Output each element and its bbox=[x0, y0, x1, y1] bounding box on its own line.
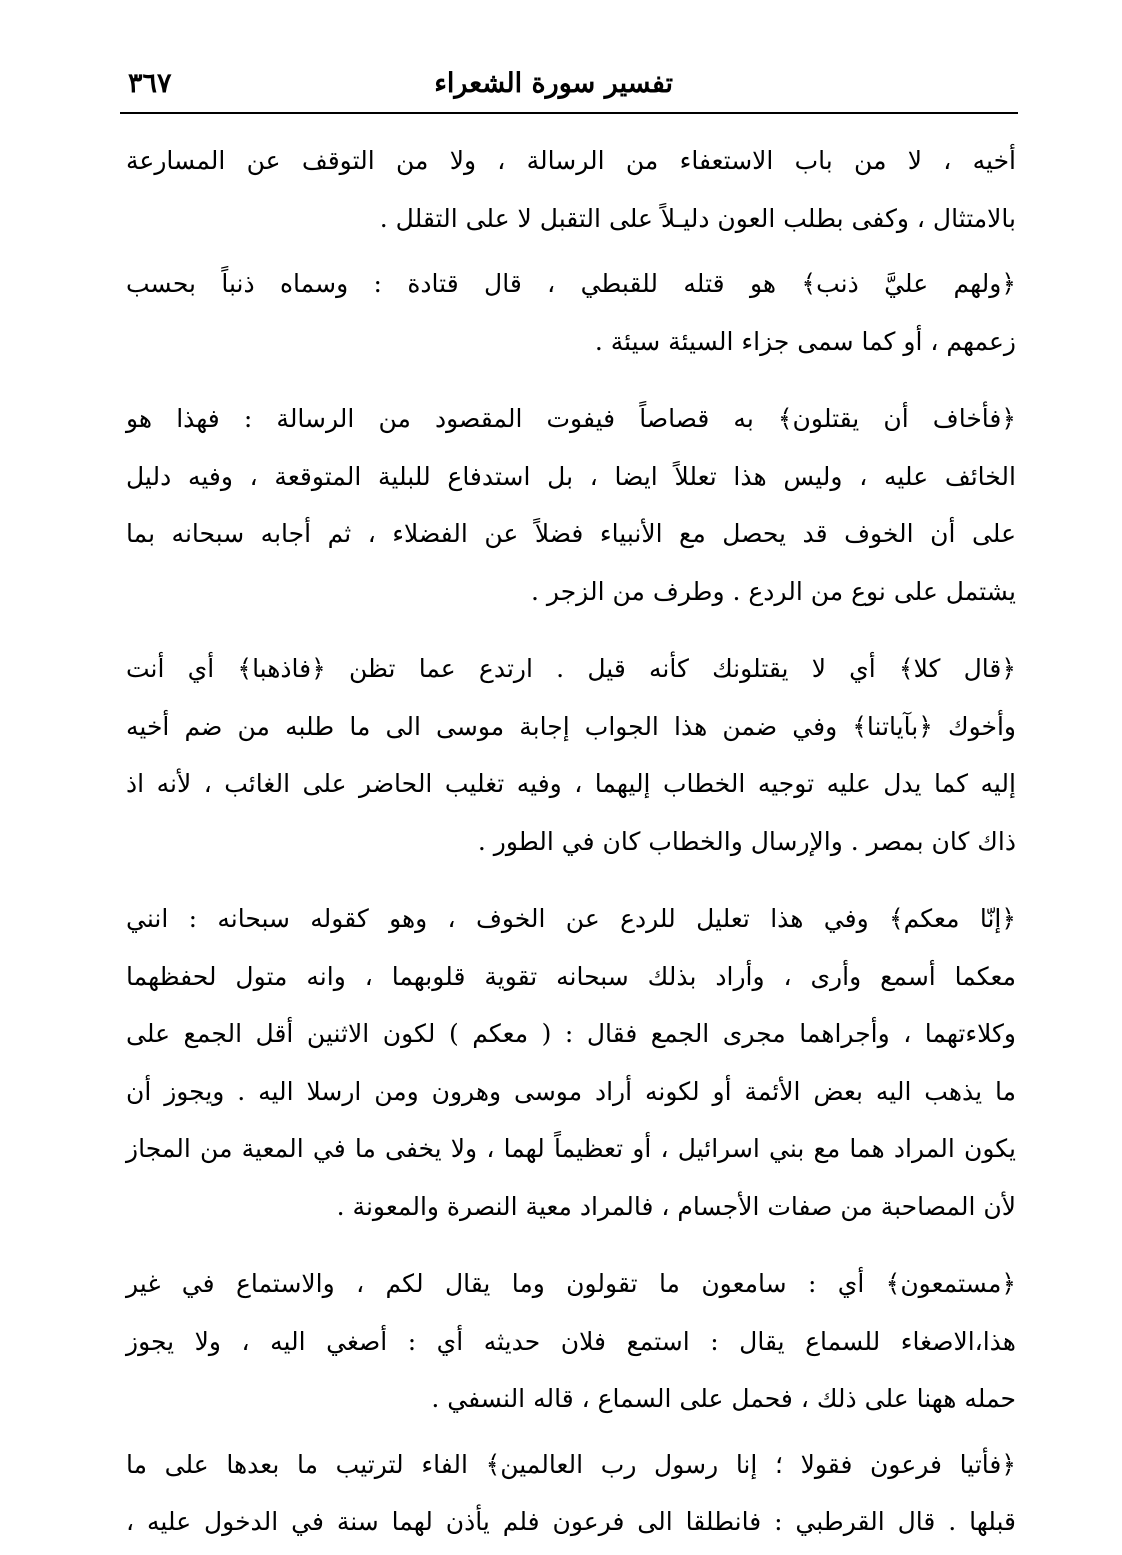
text-line: يكون المراد هما مع بني اسرائيل ، أو تعظيماً لهما ، ولا يخفى ما في المعية من المجاز bbox=[126, 1134, 1016, 1163]
page-header bbox=[120, 62, 1018, 106]
text-line: ﴿فأخاف أن يقتلون﴾ به قصاصاً فيفوت المقصود من الرسالة : فهذا هو bbox=[126, 404, 1016, 433]
paragraph-4 bbox=[126, 640, 1016, 870]
text-line: وأخوك ﴿بآياتنا﴾ وفي ضمن هذا الجواب إجابة موسى الى ما طلبه من ضم أخيه bbox=[126, 711, 1016, 741]
text-line: حمله ههنا على ذلك ، فحمل على السماع ، قاله النسفي . bbox=[431, 1384, 1016, 1413]
text-line: ما يذهب اليه بعض الأئمة أو لكونه أراد موسى وهرون ومن ارسلا اليه . ويجوز أن bbox=[126, 1076, 1016, 1106]
text-line: ذاك كان بمصر . والإرسال والخطاب كان في الطور . bbox=[477, 826, 1016, 856]
paragraph-1 bbox=[126, 132, 1016, 247]
text-line: هذا،الاصغاء للسماع يقال : استمع فلان حديثه أي : أصغي اليه ، ولا يجوز bbox=[126, 1326, 1016, 1356]
page-number: ٣٦٧ bbox=[128, 68, 172, 99]
text-line: ﴿ولهم عليَّ ذنب﴾ هو قتله للقبطي ، قال قتادة : وسماه ذنباً بحسب bbox=[126, 269, 1016, 298]
text-line: ﴿فأتيا فرعون فقولا ؛ إنا رسول رب العالمين﴾ الفاء لترتيب ما بعدها على ما bbox=[126, 1449, 1016, 1479]
paragraph-5 bbox=[126, 890, 1016, 1235]
text-line: وكلاءتهما ، وأجراهما مجرى الجمع فقال : ( معكم ) لكون الاثنين أقل الجمع على bbox=[126, 1019, 1016, 1048]
text-line: أخيه ، لا من باب الاستعفاء من الرسالة ، ولا من التوقف عن المسارعة bbox=[126, 146, 1016, 175]
paragraph-2 bbox=[126, 255, 1016, 370]
text-line: قبلها . قال القرطبي : فانطلقا الى فرعون فلم يأذن لهما سنة في الدخول عليه ، bbox=[126, 1507, 1016, 1536]
header-divider bbox=[120, 112, 1018, 114]
paragraph-7 bbox=[126, 1436, 1016, 1551]
text-line: بالامتثال ، وكفى بطلب العون دليـلاً على التقبل لا على التقلل . bbox=[379, 203, 1016, 233]
text-line: زعمهم ، أو كما سمى جزاء السيئة سيئة . bbox=[594, 326, 1016, 356]
text-line: إليه كما يدل عليه توجيه الخطاب إليهما ، وفيه تغليب الحاضر على الغائب ، لأنه اذ bbox=[126, 769, 1016, 798]
text-line: ﴿مستمعون﴾ أي : سامعون ما تقولون وما يقال لكم ، والاستماع في غير bbox=[126, 1269, 1016, 1298]
text-line: الخائف عليه ، وليس هذا تعللاً ايضا ، بل استدفاع للبلية المتوقعة ، وفيه دليل bbox=[126, 461, 1016, 491]
text-line: معكما أسمع وأرى ، وأراد بذلك سبحانه تقوية قلوبهما ، وانه متول لحفظهما bbox=[126, 961, 1016, 991]
text-line: ﴿إنّا معكم﴾ وفي هذا تعليل للردع عن الخوف ، وهو كقوله سبحانه : انني bbox=[126, 904, 1016, 933]
text-line: يشتمل على نوع من الردع . وطرف من الزجر . bbox=[531, 576, 1016, 606]
text-line: ﴿قال كلا﴾ أي لا يقتلونك كأنه قيل . ارتدع عما تظن ﴿فاذهبا﴾ أي أنت bbox=[126, 654, 1016, 683]
text-line: لأن المصاحبة من صفات الأجسام ، فالمراد معية النصرة والمعونة . bbox=[336, 1191, 1016, 1221]
text-line: على أن الخوف قد يحصل مع الأنبياء فضلاً عن الفضلاء ، ثم أجابه سبحانه بما bbox=[126, 519, 1016, 548]
page-body bbox=[126, 132, 1016, 1551]
running-title: تفسير سورة الشعراء bbox=[434, 68, 673, 99]
paragraph-3 bbox=[126, 390, 1016, 620]
paragraph-6 bbox=[126, 1255, 1016, 1428]
